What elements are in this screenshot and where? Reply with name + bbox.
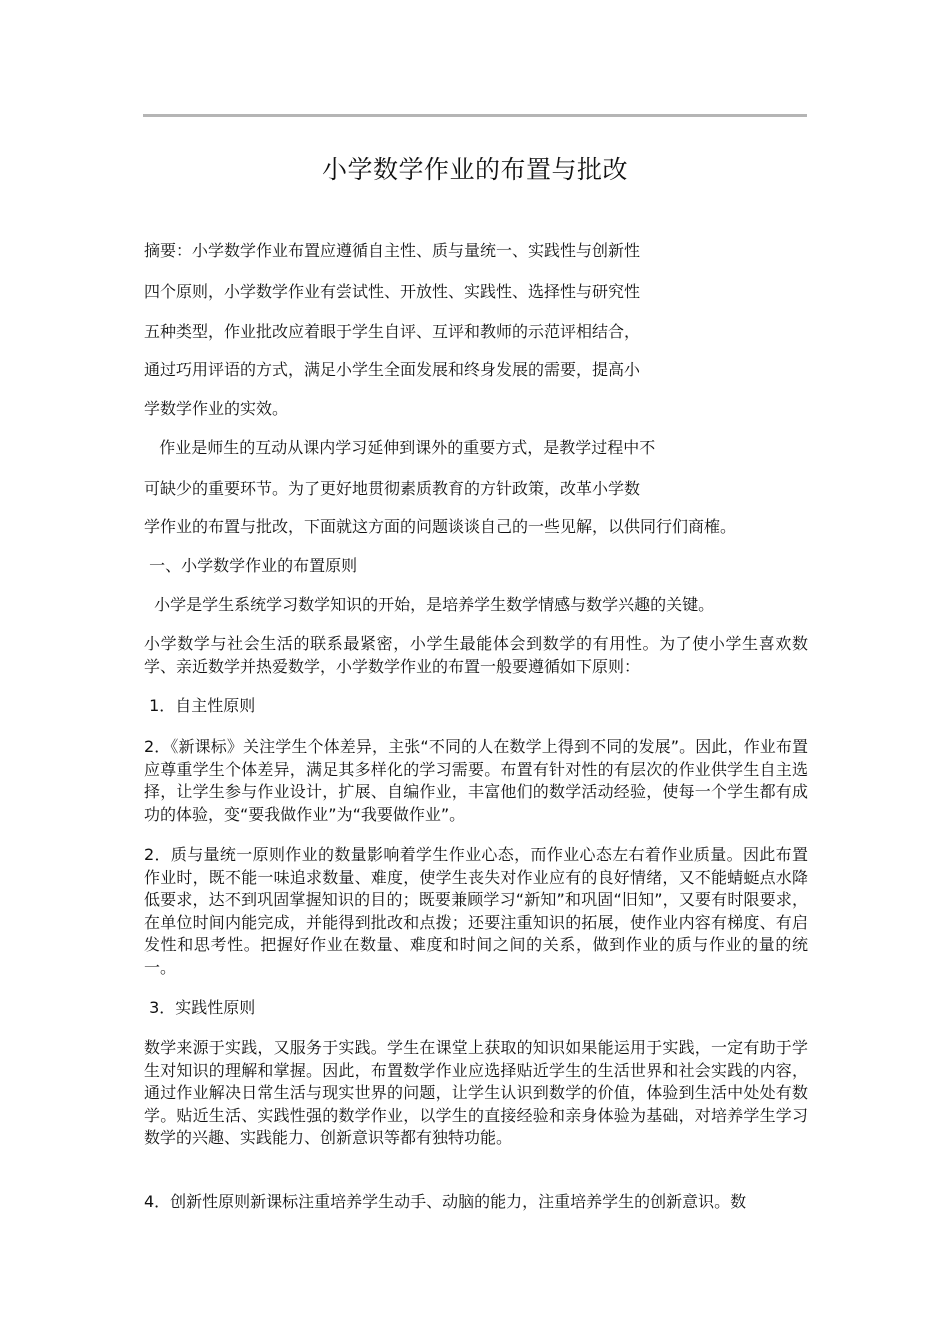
abstract-line: 五种类型，作业批改应着眼于学生自评、互评和教师的示范评相结合， — [144, 322, 641, 341]
paragraph: 2．《新课标》关注学生个体差异，主张“不同的人在数学上得到不同的发展”。因此，作业布置应尊重学生个体差异，满足其多样化的学习需要。布置有针对性的有层次的作业供学生自主选择，让学生参与作业设计，扩展、自编作业，丰富他们的数学活动经验，使每一个学生都有成功的体验，变“要我做作业”为“我要做作业”。 — [144, 737, 808, 824]
section-heading: 一、小学数学作业的布置原则 — [144, 556, 358, 575]
header-rule — [143, 114, 807, 117]
abstract-line: 摘要：小学数学作业布置应遵循自主性、质与量统一、实践性与创新性 — [144, 241, 641, 260]
abstract-line: 通过巧用评语的方式，满足小学生全面发展和终身发展的需要，提高小 — [144, 360, 641, 379]
paragraph: 小学数学与社会生活的联系最紧密，小学生最能体会到数学的有用性。为了使小学生喜欢数学、亲近数学并热爱数学，小学数学作业的布置一般要遵循如下原则： — [144, 634, 808, 676]
item-heading: 1．自主性原则 — [144, 696, 256, 715]
abstract-line: 四个原则，小学数学作业有尝试性、开放性、实践性、选择性与研究性 — [144, 282, 641, 301]
paragraph: 4．创新性原则新课标注重培养学生动手、动脑的能力，注重培养学生的创新意识。数 — [144, 1192, 747, 1211]
document-title: 小学数学作业的布置与批改 — [321, 155, 628, 184]
paragraph: 小学是学生系统学习数学知识的开始，是培养学生数学情感与数学兴趣的关键。 — [144, 595, 715, 614]
intro-line: 作业是师生的互动从课内学习延伸到课外的重要方式，是教学过程中不 — [144, 438, 656, 457]
abstract-line: 学数学作业的实效。 — [144, 399, 289, 418]
intro-line: 可缺少的重要环节。为了更好地贯彻素质教育的方针政策，改革小学数 — [144, 479, 641, 498]
paragraph: 数学来源于实践，又服务于实践。学生在课堂上获取的知识如果能运用于实践，一定有助于学生对知识的理解和掌握。因此，布置数学作业应选择贴近学生的生活世界和社会实践的内容，通过作业解决日常生活与现实世界的问题，让学生认识到数学的价值，体验到生活中处处有数学。贴近生活、实践性强的数学作业，以学生的直接经验和亲身体验为基础，对培养学生学习数学的兴趣、实践能力、创新意识等都有独特功能。 — [144, 1038, 808, 1148]
paragraph: 2．质与量统一原则作业的数量影响着学生作业心态，而作业心态左右着作业质量。因此布置作业时，既不能一味追求数量、难度，使学生丧失对作业应有的良好情绪，又不能蜻蜓点水降低要求，达不到巩固掌握知识的目的；既要兼顾学习“新知”和巩固“旧知”，又要有时限要求，在单位时间内能完成，并能得到批改和点拨；还要注重知识的拓展，使作业内容有梯度、有启发性和思考性。把握好作业在数量、难度和时间之间的关系，做到作业的质与作业的量的统一。 — [144, 845, 808, 977]
item-heading: 3．实践性原则 — [144, 998, 256, 1017]
intro-line: 学作业的布置与批改，下面就这方面的问题谈谈自己的一些见解，以供同行们商榷。 — [144, 517, 737, 536]
